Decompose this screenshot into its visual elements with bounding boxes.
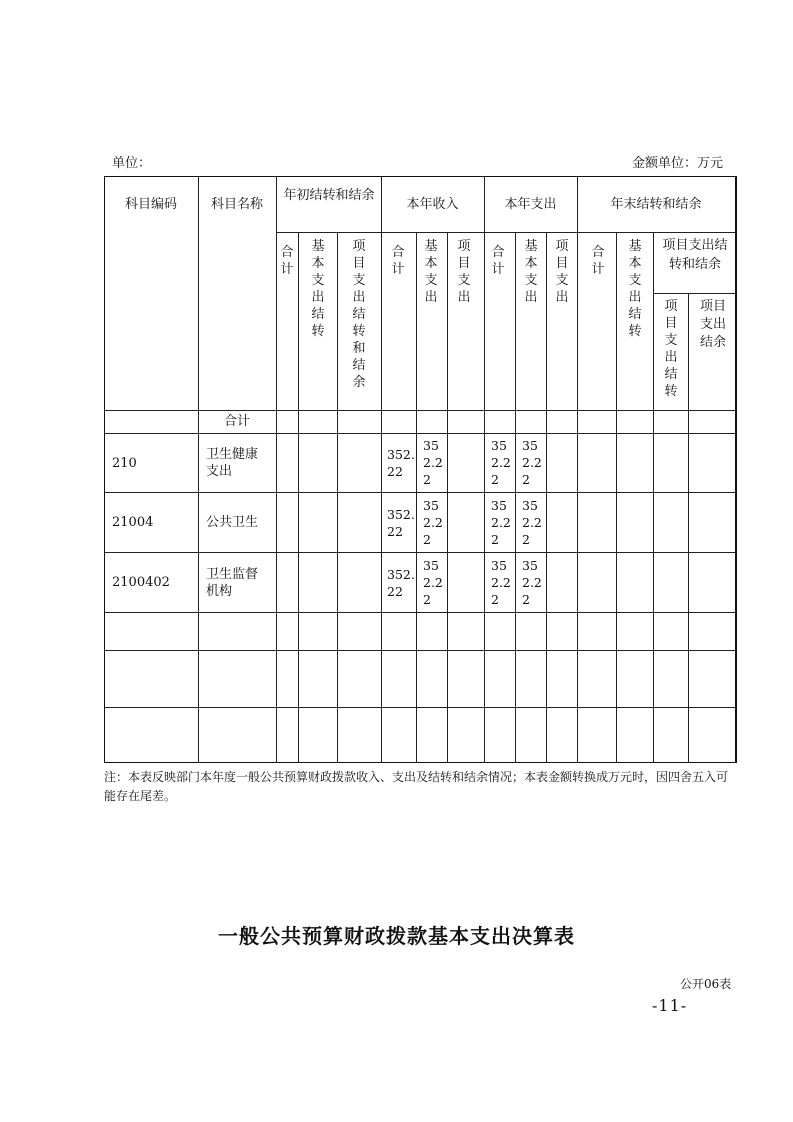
row-income-total: 352.22 bbox=[387, 567, 415, 599]
table-note: 注：本表反映部门本年度一般公共预算财政拨款收入、支出及结转和结余情况；本表金额转换成万元时，因四舍五入可能存在尾差。 bbox=[104, 770, 729, 803]
row-income-basic: 352.22 bbox=[423, 498, 443, 547]
row-name: 卫生健康支出 bbox=[206, 447, 259, 479]
row-expense-basic: 352.22 bbox=[522, 558, 542, 607]
header-begin-basic-carry: 基本支出结转 bbox=[311, 239, 325, 339]
header-expense-project: 项目支出 bbox=[555, 239, 569, 305]
header-expense-total: 合计 bbox=[491, 245, 505, 277]
col-line bbox=[416, 232, 417, 763]
row-expense-total: 352.22 bbox=[491, 498, 511, 547]
col-line bbox=[688, 293, 689, 763]
header-end-project-carry: 项目支出结转 bbox=[664, 299, 678, 399]
header-end-balance: 年末结转和结余 bbox=[610, 197, 702, 212]
row-income-basic: 352.22 bbox=[423, 558, 443, 607]
col-line bbox=[484, 176, 485, 763]
header-begin-balance: 年初结转和结余 bbox=[283, 188, 375, 203]
row-income-basic: 352.22 bbox=[423, 438, 443, 487]
unit-label: 单位： bbox=[112, 156, 152, 171]
header-end-project-balance: 项目支出结余 bbox=[699, 299, 726, 350]
header-begin-total: 合计 bbox=[280, 245, 294, 277]
form-number: 公开06表 bbox=[680, 977, 732, 991]
header-income-basic: 基本支出 bbox=[424, 239, 438, 305]
row-expense-total: 352.22 bbox=[491, 438, 511, 487]
page-number: -11- bbox=[652, 996, 688, 1015]
col-line bbox=[653, 232, 654, 763]
page-title: 一般公共预算财政拨款基本支出决算表 bbox=[218, 924, 575, 948]
header-line-2 bbox=[653, 293, 735, 294]
col-line bbox=[298, 232, 299, 763]
row-name: 卫生监督机构 bbox=[206, 567, 259, 599]
header-end-basic-carry: 基本支出结转 bbox=[628, 239, 642, 339]
header-name: 科目名称 bbox=[210, 197, 263, 212]
row-code: 210 bbox=[112, 456, 137, 471]
amount-unit-label: 金额单位：万元 bbox=[632, 156, 724, 171]
table-frame-right bbox=[735, 176, 737, 763]
row-expense-total: 352.22 bbox=[491, 558, 511, 607]
col-line bbox=[577, 176, 578, 763]
row-expense-basic: 352.22 bbox=[522, 438, 542, 487]
header-code: 科目编码 bbox=[124, 197, 177, 212]
col-line bbox=[276, 176, 277, 763]
col-line bbox=[616, 232, 617, 763]
row-name: 公共卫生 bbox=[206, 515, 259, 530]
row-code: 21004 bbox=[112, 515, 154, 530]
row-income-total: 352.22 bbox=[387, 447, 415, 479]
total-row-label: 合计 bbox=[223, 414, 250, 429]
row-expense-basic: 352.22 bbox=[522, 498, 542, 547]
header-begin-project: 项目支出结转和结余 bbox=[352, 239, 366, 390]
col-line bbox=[337, 232, 338, 763]
header-income-project: 项目支出 bbox=[457, 239, 471, 305]
col-line bbox=[381, 176, 382, 763]
header-line-1 bbox=[276, 232, 735, 233]
header-expense: 本年支出 bbox=[504, 197, 557, 212]
header-expense-basic: 基本支出 bbox=[524, 239, 538, 305]
header-end-total: 合计 bbox=[591, 245, 605, 277]
header-income: 本年收入 bbox=[406, 197, 459, 212]
row-income-total: 352.22 bbox=[387, 507, 415, 539]
col-line bbox=[198, 176, 199, 763]
header-income-total: 合计 bbox=[391, 245, 405, 277]
row-code: 2100402 bbox=[112, 575, 170, 590]
header-end-project-group: 项目支出结转和结余 bbox=[662, 238, 728, 272]
